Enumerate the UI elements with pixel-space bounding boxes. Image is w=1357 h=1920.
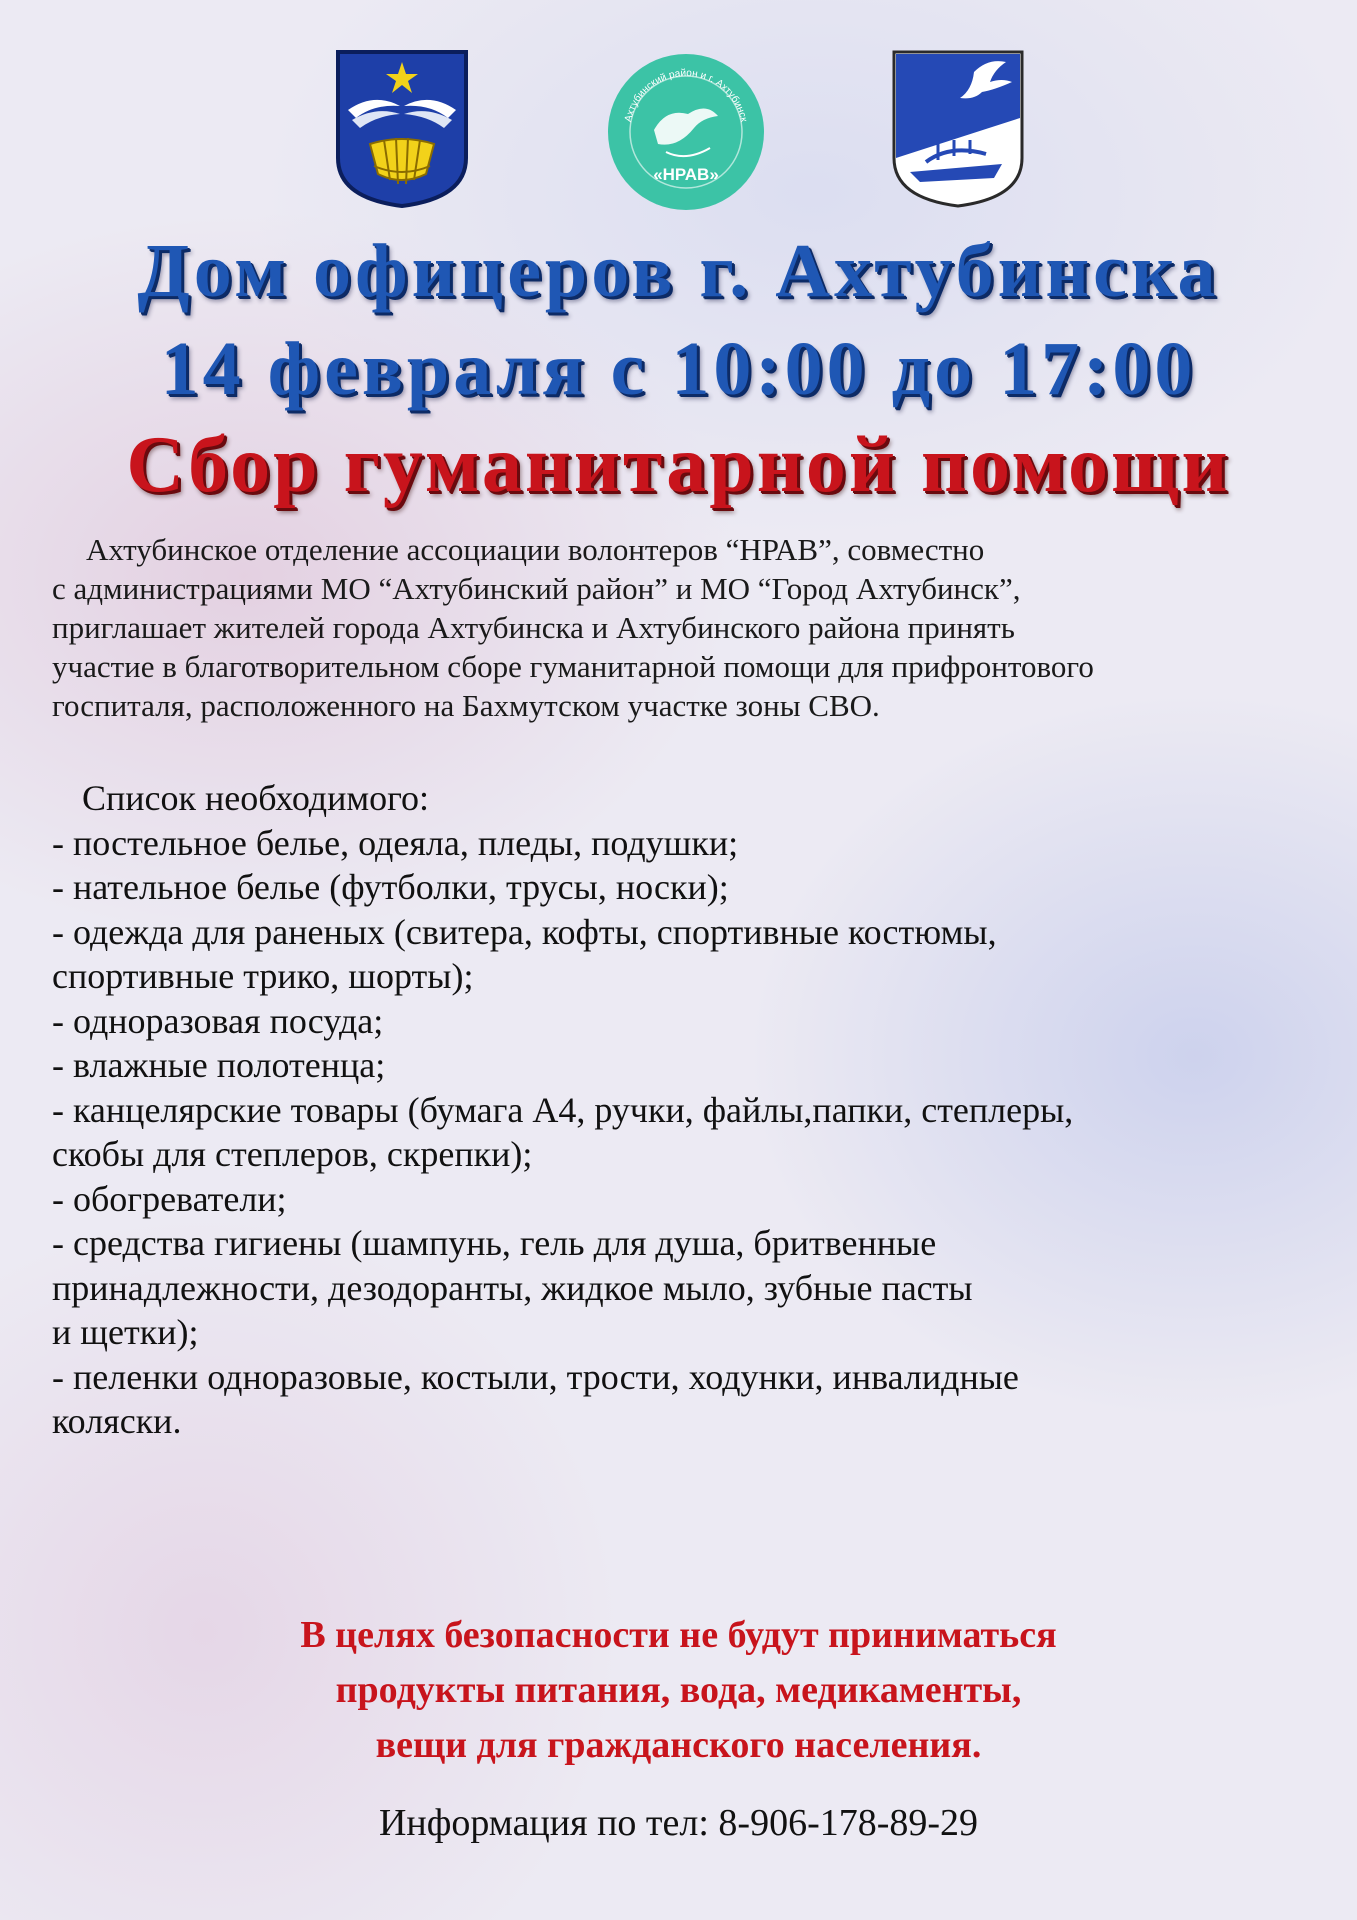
city-coat-of-arms-logo: [890, 48, 1026, 210]
list-item: скобы для степлеров, скрепки);: [52, 1134, 533, 1174]
list-item: - постельное белье, одеяла, пледы, подушки;: [52, 822, 739, 863]
safety-warning: [0, 1608, 1357, 1773]
intro-line: участие в благотворительном сборе гуманитарной помощи для прифронтового: [52, 649, 1094, 684]
list-item: - нательное белье (футболки, трусы, носки);: [52, 867, 729, 907]
nrav-logo: [606, 52, 766, 212]
list-item: и щетки);: [52, 1312, 199, 1352]
venue-heading: Дом офицеров г. Ахтубинска: [137, 229, 1220, 313]
nrav-ring-text: Ахтубинский район и г. Ахтубинск: [622, 67, 750, 124]
list-item: - одежда для раненых (свитера, кофты, спортивные костюмы,: [52, 911, 997, 952]
intro-paragraph: [52, 530, 1342, 725]
contact-info: Информация по тел: 8-906-178-89-29: [378, 1802, 979, 1844]
list-item: принадлежности, дезодоранты, жидкое мыло, зубные пасты: [52, 1267, 973, 1308]
list-item: - одноразовая посуда;: [52, 1000, 384, 1041]
intro-line: госпиталя, расположенного на Бахмутском участке зоны СВО.: [52, 688, 880, 723]
warning-line: вещи для гражданского населения.: [375, 1724, 982, 1766]
nrav-logo-label: «НРАВ»: [653, 165, 719, 184]
needs-list-title: Список необходимого:: [82, 778, 430, 818]
warning-line: В целях безопасности не будут приниматься: [300, 1614, 1057, 1656]
list-item: коляски.: [52, 1401, 182, 1441]
list-item: - обогреватели;: [52, 1178, 287, 1219]
page-title: Сбор гуманитарной помощи: [126, 421, 1231, 509]
district-coat-of-arms-logo: [334, 48, 470, 210]
date-time-heading: 14 февраля с 10:00 до 17:00: [160, 327, 1197, 411]
warning-line: продукты питания, вода, медикаменты,: [335, 1669, 1022, 1711]
intro-line: с администрациями МО “Ахтубинский район” и МО “Город Ахтубинск”,: [52, 571, 1021, 606]
logos-row: [0, 48, 1357, 210]
list-item: - пеленки одноразовые, костыли, трости, ходунки, инвалидные: [52, 1356, 1019, 1397]
intro-line: Ахтубинское отделение ассоциации волонтеров “НРАВ”, совместно: [86, 532, 985, 567]
needs-list: [52, 776, 1342, 1444]
list-item: спортивные трико, шорты);: [52, 956, 474, 996]
intro-line: приглашает жителей города Ахтубинска и Ахтубинского района принять: [52, 610, 1015, 645]
list-item: - канцелярские товары (бумага А4, ручки, файлы,папки, степлеры,: [52, 1089, 1074, 1130]
list-item: - средства гигиены (шампунь, гель для душа, бритвенные: [52, 1223, 937, 1263]
list-item: - влажные полотенца;: [52, 1045, 386, 1085]
